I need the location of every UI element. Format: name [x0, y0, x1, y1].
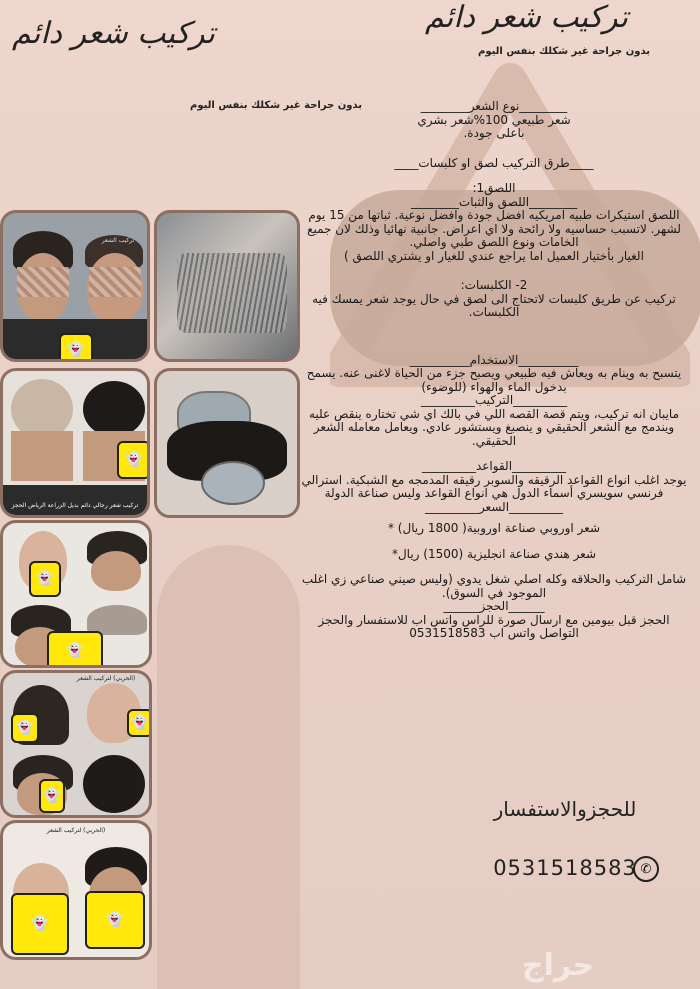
contact-phone[interactable]: 0531518583: [493, 856, 637, 880]
price-heading: _________السعر_________: [424, 499, 564, 514]
bases-heading: _________القواعد_________: [421, 459, 567, 473]
glue-body: اللصق استيكرات طبيه امريكيه افضل جودة وافضل نوعية. ثباتها من 15 يوم لشهر. لاتسبب حساسيه ولا رائحة ولا اي اعراض. جانبية نهائيا وذلك لان جميع الخامات ونوع اللصق طبي واصلي.: [307, 208, 681, 249]
usage-heading: __________الاستخدام__________: [409, 352, 579, 367]
hair-type-heading: ________نوع الشعر________: [420, 99, 568, 113]
hair-type-line2: باعلى جودة.: [463, 126, 525, 140]
methods-heading: ____طرق التركيب لصق او كلبسات____: [394, 155, 594, 170]
photo6-caption: (الحربي) لتركيب الشعر: [76, 675, 136, 682]
booking-body: الحجز قبل بيومين مع ارسال صورة للراس واتس اب للاستفسار والحجز التواصل واتس اب 0531518583: [318, 612, 670, 640]
watermark-logo: حراج: [522, 948, 595, 983]
tagline-left: بدون جراحة غير شكلك بنفس اليوم: [190, 100, 363, 111]
contact-label: للحجزوالاستفسار: [493, 797, 637, 821]
glue-heading: ________اللصق والثبات________: [410, 194, 578, 209]
install-body: مايبان انه تركيب، ويتم قصة القصه اللي في بالك اي شي تختاره ينقص عليه ويندمج مع الشعر الحقيقي و ينصبغ ويستشور عادي. ويعامل معامله الشعر الحقيقي.: [309, 406, 679, 448]
clips-body: تركيب عن طريق كلبسات لاتحتاج الى لصق في حال يوجد شعر يمسك فيه الكلبسات.: [312, 291, 676, 319]
photo-before-after-1: [0, 210, 150, 362]
photo-closeup-2: [154, 210, 300, 362]
photo-before-after-7: [0, 820, 152, 960]
photo-hairpiece-4: [154, 368, 300, 518]
photo-before-after-6: [0, 670, 152, 818]
usage-body: يتسبح به وينام به ويعاش فيه طبيعي ويصبح جزء من الحياة لاغنى عنه. يسمح بدخول الماء والهواء (للوضوء): [306, 366, 682, 394]
booking-heading: ______الحجز______: [443, 599, 545, 613]
hair-type-line1: شعر طبيعي 100%شعر بشري: [417, 112, 571, 127]
decorative-pillar: [157, 545, 300, 989]
price-item-indian: شعر هندي صناعة انجليزية (1500) ريال*: [391, 546, 597, 561]
phone-icon[interactable]: ✆: [633, 856, 659, 882]
install-heading: _________التركيب_________: [420, 393, 568, 407]
photo1-caption: تركيب الشعر: [101, 237, 135, 244]
clips-heading: 2- الكلبسات:: [460, 278, 528, 292]
info-column: [300, 100, 688, 641]
glue-note: الغيار بأختيار العميل اما يراجع عندي للغيار او يشتري اللصق ): [344, 248, 644, 263]
photo-before-after-3: [0, 368, 150, 518]
bases-body: يوجد اغلب انواع القواعد الرقيقه والسوبر رقيقه المدمجه مع الشبكية. استرالي فرنسي سويسري أسماء الدول هي انواع القواعد وليس صناعة الدولة: [301, 472, 687, 500]
page-title-right: تركيب شعر دائم: [425, 0, 628, 35]
price-item-european: شعر اوروبي صناعة اوروبية( 1800 ريال) *: [387, 521, 600, 535]
page-title-left: تركيب شعر دائم: [12, 16, 215, 51]
tagline-right: بدون جراحة غير شكلك بنفس اليوم: [478, 46, 651, 57]
photo-before-after-5: [0, 520, 152, 668]
price-note: شامل التركيب والحلاقه وكله اصلي شغل يدوي (وليس صيني صناعي زي اغلب الموجود في السوق).: [301, 572, 687, 600]
photo7-caption: (الحربي) لتركيب الشعر: [46, 827, 106, 834]
photo3-caption: تركيب شعر رجالي دائم بديل الزراعة الرياض الحجز: [11, 502, 139, 509]
glue-label: اللصق1:: [472, 181, 516, 195]
